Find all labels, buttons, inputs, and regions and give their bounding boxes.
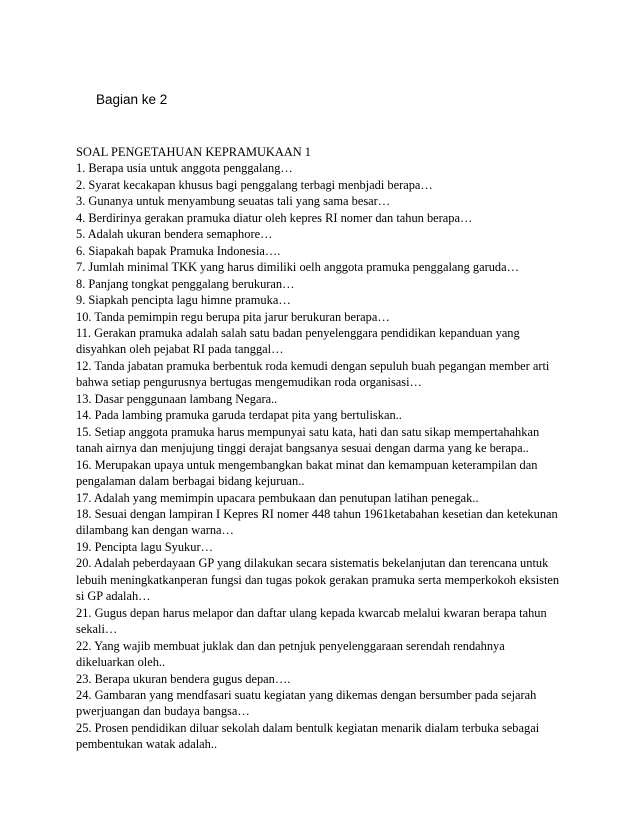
question-line: pwerjuangan dan budaya bangsa… xyxy=(76,704,250,719)
question-line: pengalaman dalam berbagai bidang kejuruan.. xyxy=(76,474,305,489)
question-line: 12. Tanda jabatan pramuka berbentuk roda kemudi dengan sepuluh buah pegangan member arti xyxy=(76,358,550,373)
question-line: 25. Prosen pendidikan diluar sekolah dalam bentulk kegiatan menarik dialam terbuka sebagai xyxy=(76,720,540,735)
question-line: 6. Siapakah bapak Pramuka Indonesia…. xyxy=(76,243,281,258)
question-line: 14. Pada lambing pramuka garuda terdapat pita yang bertuliskan.. xyxy=(76,408,402,423)
question-item xyxy=(76,457,566,490)
question-line: dikeluarkan oleh.. xyxy=(76,655,166,670)
question-item xyxy=(76,490,566,506)
question-item xyxy=(76,424,566,457)
question-line: 9. Siapkah pencipta lagu himne pramuka… xyxy=(76,293,291,308)
question-item xyxy=(76,555,566,604)
question-item xyxy=(76,226,566,242)
question-line: sekali… xyxy=(76,622,118,637)
question-line: 10. Tanda pemimpin regu berupa pita jarur berukuran berapa… xyxy=(76,309,390,324)
question-item xyxy=(76,243,566,259)
question-line: 15. Setiap anggota pramuka harus mempunyai satu kata, hati dan satu sikap mempertahahkan xyxy=(76,424,540,439)
question-line: 21. Gugus depan harus melapor dan daftar ulang kepada kwarcab melalui kwaran berapa tahun xyxy=(76,605,547,620)
question-item xyxy=(76,309,566,325)
question-item xyxy=(76,325,566,358)
question-line: 3. Gunanya untuk menyambung seuatas tali yang sama besar… xyxy=(76,194,391,209)
question-line: dilambang kan dengan warna… xyxy=(76,523,234,538)
question-line: 8. Panjang tongkat penggalang berukuran… xyxy=(76,276,295,291)
questions-container xyxy=(76,160,566,752)
question-line: 19. Pencipta lagu Syukur… xyxy=(76,539,213,554)
question-item xyxy=(76,292,566,308)
question-item xyxy=(76,407,566,423)
question-item xyxy=(76,671,566,687)
question-line: pembentukan watak adalah.. xyxy=(76,737,218,752)
question-line: 17. Adalah yang memimpin upacara pembukaan dan penutupan latihan penegak.. xyxy=(76,490,479,505)
question-item xyxy=(76,259,566,275)
question-line: si GP adalah… xyxy=(76,589,151,604)
section-heading: Bagian ke 2 xyxy=(96,92,168,107)
question-line: 20. Adalah peberdayaan GP yang dilakukan secara sistematis bekelanjutan dan terencana untuk xyxy=(76,556,549,571)
question-item xyxy=(76,638,566,671)
question-item xyxy=(76,539,566,555)
question-line: 11. Gerakan pramuka adalah salah satu badan penyelenggara pendidikan kepanduan yang xyxy=(76,325,520,340)
question-line: 2. Syarat kecakapan khusus bagi penggalang terbagi menbjadi berapa… xyxy=(76,177,433,192)
question-line: 13. Dasar penggunaan lambang Negara.. xyxy=(76,391,278,406)
question-item xyxy=(76,160,566,176)
question-line: 23. Berapa ukuran bendera gugus depan…. xyxy=(76,671,291,686)
question-item xyxy=(76,506,566,539)
question-line: bahwa setiap pengurusnya bertugas mengemudikan roda organisasi… xyxy=(76,375,422,390)
question-line: 5. Adalah ukuran bendera semaphore… xyxy=(76,227,273,242)
question-line: 18. Sesuai dengan lampiran I Kepres RI nomer 448 tahun 1961ketabahan kesetian dan ketekunan xyxy=(76,506,558,521)
question-item xyxy=(76,687,566,720)
question-line: 7. Jumlah minimal TKK yang harus dimiliki oelh anggota pramuka penggalang garuda… xyxy=(76,260,519,275)
question-item xyxy=(76,720,566,753)
question-item xyxy=(76,177,566,193)
question-line: lebuih meningkatkanperan fungsi dan tugas pokok gerakan pramuka serta memperkokoh eksisten xyxy=(76,572,560,587)
question-item xyxy=(76,193,566,209)
question-line: 24. Gambaran yang mendfasari suatu kegiatan yang dikemas dengan bersumber pada sejarah xyxy=(76,687,537,702)
question-item xyxy=(76,276,566,292)
question-item xyxy=(76,605,566,638)
question-line: 16. Merupakan upaya untuk mengembangkan bakat minat dan kemampuan keterampilan dan xyxy=(76,457,538,472)
question-line: disyahkan oleh pejabat RI pada tanggal… xyxy=(76,342,284,357)
question-line: 1. Berapa usia untuk anggota penggalang… xyxy=(76,161,293,176)
question-item xyxy=(76,358,566,391)
question-item xyxy=(76,210,566,226)
question-list xyxy=(76,144,566,753)
question-line: 4. Berdirinya gerakan pramuka diatur oleh kepres RI nomer dan tahun berapa… xyxy=(76,210,473,225)
document-title: SOAL PENGETAHUAN KEPRAMUKAAN 1 xyxy=(76,145,312,159)
question-item xyxy=(76,391,566,407)
question-line: tanah airnya dan menjujung tinggi derajat bangsanya sesuai dengan darma yang ke berapa.. xyxy=(76,441,529,456)
question-line: 22. Yang wajib membuat juklak dan dan petnjuk penyelenggaraan serendah rendahnya xyxy=(76,638,505,653)
